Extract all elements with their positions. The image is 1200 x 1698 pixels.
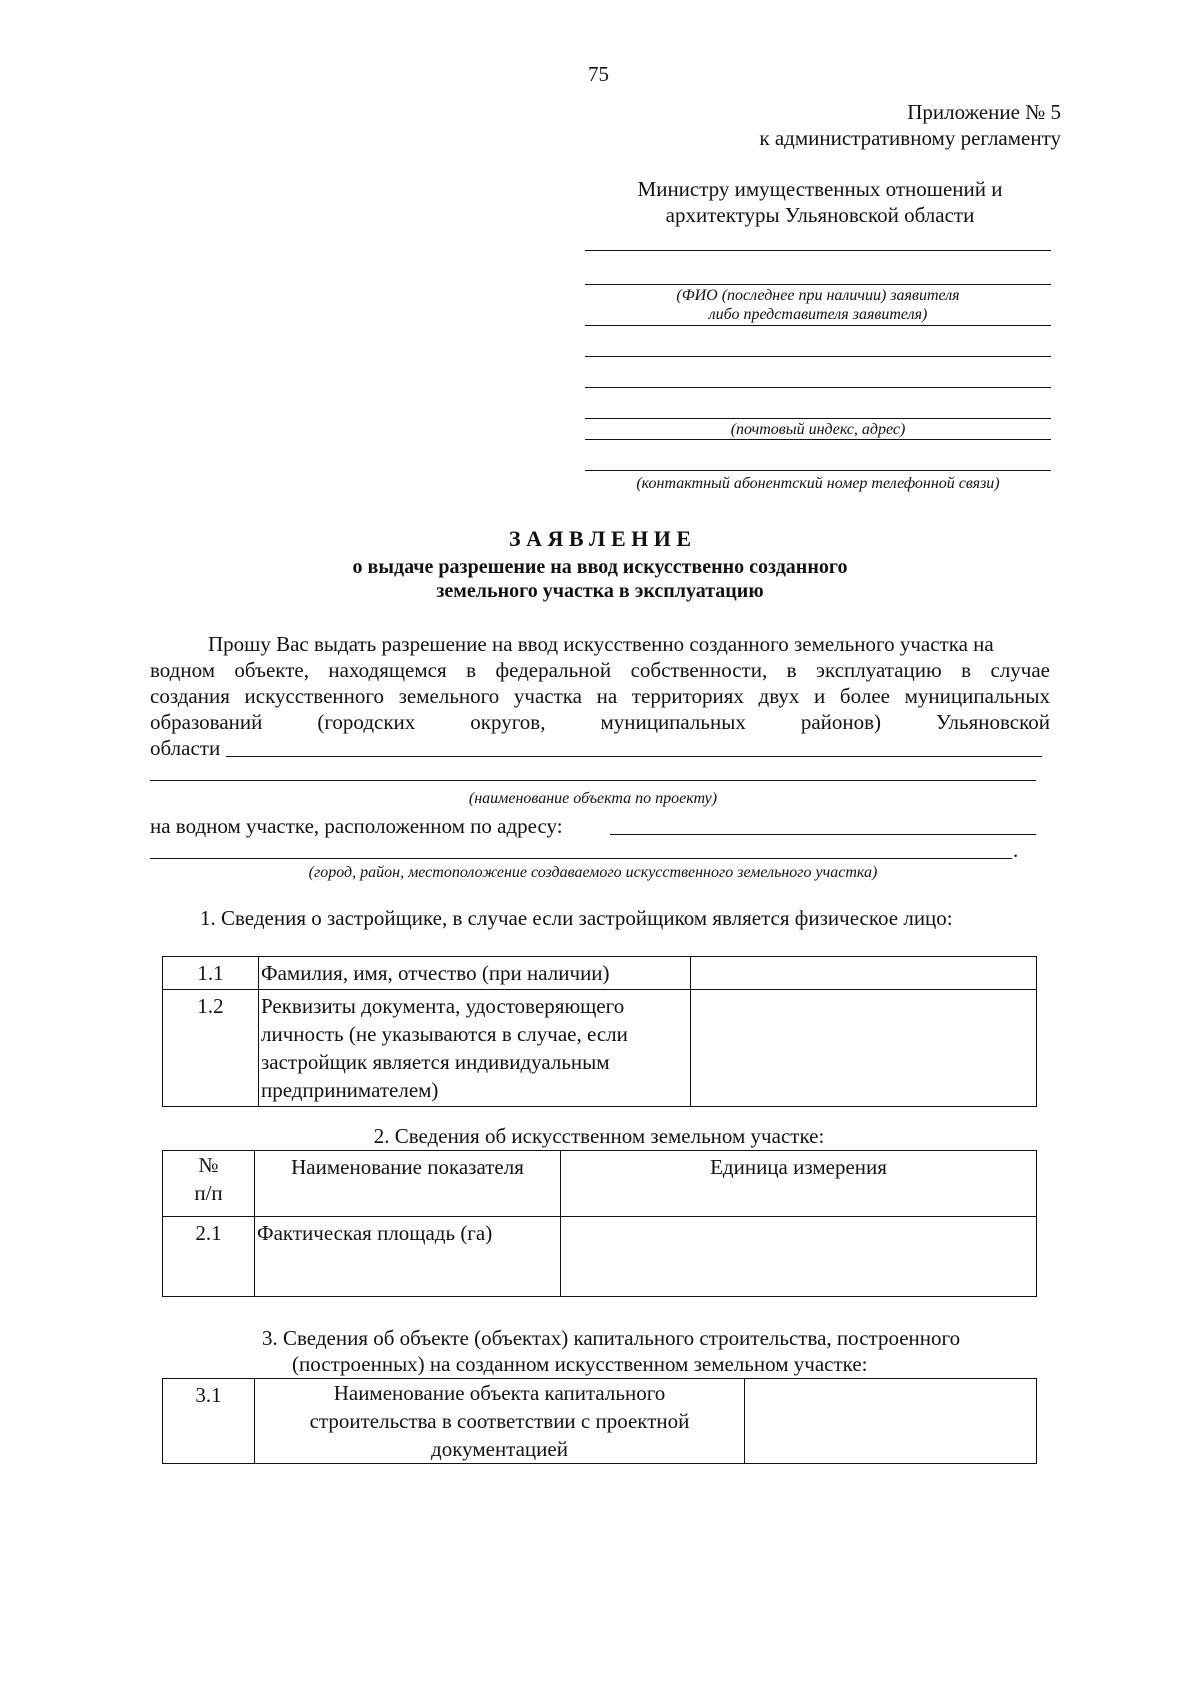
- fio-line-2[interactable]: [585, 284, 1051, 285]
- header-unit: Единица измерения: [561, 1151, 1037, 1217]
- address-fill-line-1[interactable]: [610, 834, 1036, 835]
- section1-table: [162, 956, 1037, 1107]
- document-title: З А Я В Л Е Н И Е: [508, 526, 692, 551]
- row-value-cell[interactable]: [561, 1217, 1037, 1297]
- row-label: Наименование объекта капитального строительства в соответствии с проектной документацией: [255, 1379, 745, 1464]
- body-line-1: Прошу Вас выдать разрешение на ввод искусственно созданного земельного участка на: [208, 632, 994, 656]
- row-number: 1.1: [163, 957, 259, 990]
- body-word: (городских: [317, 710, 416, 734]
- table-row: [163, 990, 1037, 1107]
- header-indicator: Наименование показателя: [255, 1151, 561, 1217]
- body-word: районов): [800, 710, 882, 734]
- section3-table: [162, 1378, 1037, 1464]
- body-word: округов,: [470, 710, 546, 734]
- phone-line[interactable]: [585, 470, 1051, 471]
- row-label: Реквизиты документа, удостоверяющего личность (не указываются в случае, если застройщик является индивидуальным предпринимателем): [259, 990, 691, 1107]
- body-word: образований: [150, 710, 263, 734]
- section1-heading: 1. Сведения о застройщике, в случае если застройщиком является физическое лицо:: [200, 906, 953, 930]
- address-line-3[interactable]: [585, 418, 1051, 419]
- row-number: 3.1: [163, 1379, 255, 1464]
- section2-table: [162, 1150, 1037, 1297]
- fio-caption: (ФИО (последнее при наличии) заявителя: [676, 287, 960, 304]
- addressee-line-1: Министру имущественных отношений и: [637, 177, 1003, 201]
- table-row: [163, 1379, 1037, 1464]
- addressee-line-2: архитектуры Ульяновской области: [665, 203, 975, 227]
- address-line-2[interactable]: [585, 387, 1051, 388]
- fio-caption-2: либо представителя заявителя): [708, 306, 928, 323]
- address-fill-line-2[interactable]: [150, 858, 1012, 859]
- header-number: № п/п: [163, 1151, 255, 1217]
- address-line-4[interactable]: [585, 439, 1051, 440]
- section3-heading-1: 3. Сведения об объекте (объектах) капитального строительства, построенного: [262, 1326, 961, 1350]
- fio-line-1[interactable]: [585, 250, 1051, 251]
- document-subtitle-1: о выдаче разрешение на ввод искусственно созданного: [352, 556, 848, 578]
- body-line-5: области: [150, 736, 221, 760]
- row-label: Фамилия, имя, отчество (при наличии): [259, 957, 691, 990]
- period-mark: .: [1013, 838, 1019, 862]
- fio-line-3[interactable]: [585, 325, 1051, 326]
- body-line-4: [150, 710, 1050, 735]
- body-line-3: создания искусственного земельного участка на территориях двух и более муниципальных: [150, 684, 1050, 708]
- table-row: [163, 1217, 1037, 1297]
- object-name-line[interactable]: [150, 780, 1036, 781]
- row-value-cell[interactable]: [745, 1379, 1037, 1464]
- address-line-1[interactable]: [585, 356, 1051, 357]
- appendix-regulation: к административному регламенту: [759, 126, 1061, 150]
- address-label: на водном участке, расположенном по адресу:: [150, 814, 563, 838]
- row-number: 2.1: [163, 1217, 255, 1297]
- body-line-2: водном объекте, находящемся в федеральной собственности, в эксплуатацию в случае: [150, 658, 1050, 682]
- postal-caption: (почтовый индекс, адрес): [730, 421, 906, 438]
- body-word: Ульяновской: [936, 710, 1050, 734]
- phone-caption: (контактный абонентский номер телефонной связи): [636, 475, 1000, 492]
- region-fill-line[interactable]: [226, 756, 1042, 757]
- appendix-number: Приложение № 5: [907, 100, 1061, 124]
- row-value-cell[interactable]: [691, 990, 1037, 1107]
- document-subtitle-2: земельного участка в эксплуатацию: [436, 580, 764, 602]
- body-word: муниципальных: [600, 710, 746, 734]
- location-caption: (город, район, местоположение создаваемого искусственного земельного участка): [308, 864, 878, 881]
- row-value-cell[interactable]: [691, 957, 1037, 990]
- object-name-caption: (наименование объекта по проекту): [468, 790, 718, 807]
- row-number: 1.2: [163, 990, 259, 1107]
- section3-heading-2: (построенных) на созданном искусственном земельном участке:: [292, 1352, 868, 1376]
- section2-heading: 2. Сведения об искусственном земельном участке:: [373, 1124, 825, 1148]
- table-header-row: [163, 1151, 1037, 1217]
- table-row: [163, 957, 1037, 990]
- row-label: Фактическая площадь (га): [255, 1217, 561, 1297]
- page-number: 75: [588, 62, 609, 86]
